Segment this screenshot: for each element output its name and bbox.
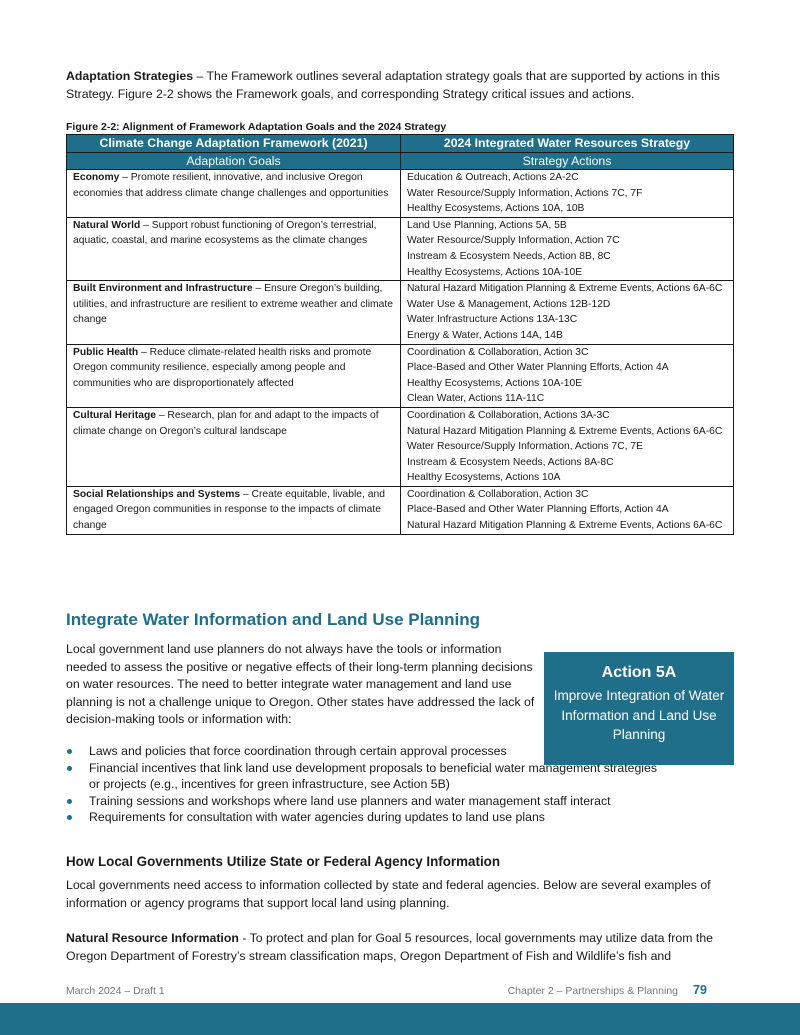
actions-cell: [401, 170, 734, 218]
list-item: [66, 793, 666, 810]
action-line: Healthy Ecosystems, Actions 10A-10E: [407, 266, 583, 278]
goal-text: – Research, plan for and adapt to the impacts of climate change on Oregon’s cultural landscape: [73, 409, 379, 437]
goal-text: – Ensure Oregon’s building, utilities, and infrastructure are resilient to extreme weather and climate change: [73, 283, 393, 326]
action-line: Coordination & Collaboration, Action 3C: [407, 488, 589, 500]
bullet-text: Laws and policies that force coordination through certain approval processes: [89, 744, 507, 758]
action-line: Water Use & Management, Actions 12B-12D: [407, 298, 611, 310]
action-line: Water Infrastructure Actions 13A-13C: [407, 314, 578, 326]
page-number: 79: [693, 983, 707, 997]
subsection-paragraph: Local governments need access to information collected by state and federal agencies. Below are several examples of information or agency programs that support local land using planning.: [66, 878, 711, 910]
goal-cell: [67, 170, 401, 218]
goal-cell: [67, 486, 401, 534]
table-row: [67, 344, 734, 407]
footer-date: March 2024 – Draft 1: [66, 985, 165, 997]
action-title: Action 5A: [601, 664, 677, 681]
footer-chapter-text: Chapter 2 – Partnerships & Planning: [507, 985, 678, 997]
bullet-icon: [67, 766, 72, 771]
action-line: Clean Water, Actions 11A-11C: [407, 393, 545, 405]
goal-text: – Support robust functioning of Oregon’s terrestrial, aquatic, coastal, and marine ecosystems as the climate changes: [73, 219, 377, 247]
goal-cell: [67, 344, 401, 407]
action-line: Water Resource/Supply Information, Actions 7C, 7F: [407, 187, 643, 199]
footer-chapter: [508, 984, 710, 998]
alignment-table: [66, 134, 734, 535]
nri-text: - To protect and plan for Goal 5 resources, local governments may utilize data from the Oregon Department of Forestry’s stream classification maps, Oregon Department of Fish and Wildlife’s fish and: [66, 931, 713, 963]
intro-text: – The Framework outlines several adaptation strategy goals that are supported by actions in this Strategy. Figure 2-2 shows the Framework goals, and corresponding Strategy critical issues and actions.: [66, 69, 720, 101]
action-line: Place-Based and Other Water Planning Efforts, Action 4A: [407, 362, 669, 374]
actions-cell: [401, 344, 734, 407]
intro-paragraph: [66, 67, 746, 103]
footer-bar: [0, 1003, 800, 1035]
action-line: Land Use Planning, Actions 5A, 5B: [407, 219, 567, 231]
action-line: Healthy Ecosystems, Actions 10A-10E: [407, 377, 583, 389]
action-line: Natural Hazard Mitigation Planning & Extreme Events, Actions 6A-6C: [407, 283, 723, 295]
list-item: [66, 809, 666, 826]
action-line: Healthy Ecosystems, Actions 10A, 10B: [407, 203, 585, 215]
list-item: [66, 760, 666, 793]
list-item: [66, 743, 666, 760]
goal-text: – Promote resilient, innovative, and inclusive Oregon economies that address climate change challenges and opportunities: [73, 172, 389, 199]
bullet-text: Financial incentives that link land use development proposals to beneficial water management strategies or projects (e.g., incentives for green infrastructure, see Action 5B): [89, 760, 658, 791]
bullet-text: Training sessions and workshops where land use planners and water management staff interact: [89, 793, 611, 808]
table-body: [67, 170, 734, 535]
goal-title: Economy: [73, 172, 120, 183]
natural-resource-paragraph: [66, 929, 746, 965]
bullet-text: Requirements for consultation with water agencies during updates to land use plans: [89, 810, 545, 824]
goal-text: – Reduce climate-related health risks and promote Oregon community resilience, especially among people and communities who are disproportionately affected: [73, 346, 372, 389]
goal-text: – Create equitable, livable, and engaged Oregon communities in response to the impacts of climate change: [73, 488, 385, 532]
nri-lead: Natural Resource Information: [66, 931, 239, 945]
action-line: Healthy Ecosystems, Actions 10A: [407, 472, 561, 484]
col1-subheader: Adaptation Goals: [67, 153, 401, 170]
goal-title: Built Environment and Infrastructure: [73, 283, 253, 295]
bullet-icon: [67, 815, 72, 820]
action-line: Coordination & Collaboration, Action 3C: [407, 346, 589, 358]
figure-caption: Figure 2-2: Alignment of Framework Adaptation Goals and the 2024 Strategy: [66, 121, 447, 133]
action-line: Energy & Water, Actions 14A, 14B: [407, 329, 563, 341]
action-line: Natural Hazard Mitigation Planning & Extreme Events, Actions 6A-6C: [407, 520, 723, 532]
section-heading: Integrate Water Information and Land Use Planning: [66, 610, 481, 629]
bullet-icon: [67, 799, 72, 804]
action-subtitle: Improve Integration of Water Information and Land Use Planning: [553, 688, 725, 742]
action-line: Education & Outreach, Actions 2A-2C: [407, 172, 579, 183]
table-row: [67, 407, 734, 486]
action-line: Natural Hazard Mitigation Planning & Extreme Events, Actions 6A-6C: [407, 425, 723, 437]
table-row: [67, 281, 734, 344]
actions-cell: [401, 281, 734, 344]
actions-cell: [401, 486, 734, 534]
goal-title: Social Relationships and Systems: [73, 488, 241, 500]
table-row: [67, 170, 734, 218]
col2-subheader: Strategy Actions: [401, 153, 734, 170]
action-line: Instream & Ecosystem Needs, Actions 8A-8C: [407, 456, 614, 468]
action-line: Coordination & Collaboration, Actions 3A-3C: [407, 409, 610, 421]
section-paragraph: Local government land use planners do not always have the tools or information needed to assess the positive or negative effects of their long-term planning decisions on water resources. The need to better integrate water management and land use planning is not a challenge unique to Oregon. Other states have addressed the lack of decision-making tools or information with:: [66, 642, 535, 726]
goal-title: Natural World: [73, 219, 141, 231]
subsection-heading: How Local Governments Utilize State or Federal Agency Information: [66, 854, 501, 869]
intro-lead: Adaptation Strategies: [66, 69, 194, 83]
goal-title: Cultural Heritage: [73, 409, 156, 421]
col2-header: 2024 Integrated Water Resources Strategy: [401, 135, 734, 153]
action-line: Place-Based and Other Water Planning Efforts, Action 4A: [407, 504, 669, 516]
bullet-list: [66, 743, 666, 826]
action-line: Water Resource/Supply Information, Action 7C: [407, 235, 620, 247]
col1-header: Climate Change Adaptation Framework (2021): [67, 135, 401, 153]
goal-cell: [67, 407, 401, 486]
goal-cell: [67, 217, 401, 280]
action-line: Water Resource/Supply Information, Actions 7C, 7E: [407, 441, 643, 453]
actions-cell: [401, 407, 734, 486]
bullet-icon: [67, 749, 72, 754]
table-row: [67, 217, 734, 280]
goal-title: Public Health: [73, 346, 139, 358]
actions-cell: [401, 217, 734, 280]
table-row: [67, 486, 734, 534]
goal-cell: [67, 281, 401, 344]
action-line: Instream & Ecosystem Needs, Action 8B, 8C: [407, 250, 611, 262]
